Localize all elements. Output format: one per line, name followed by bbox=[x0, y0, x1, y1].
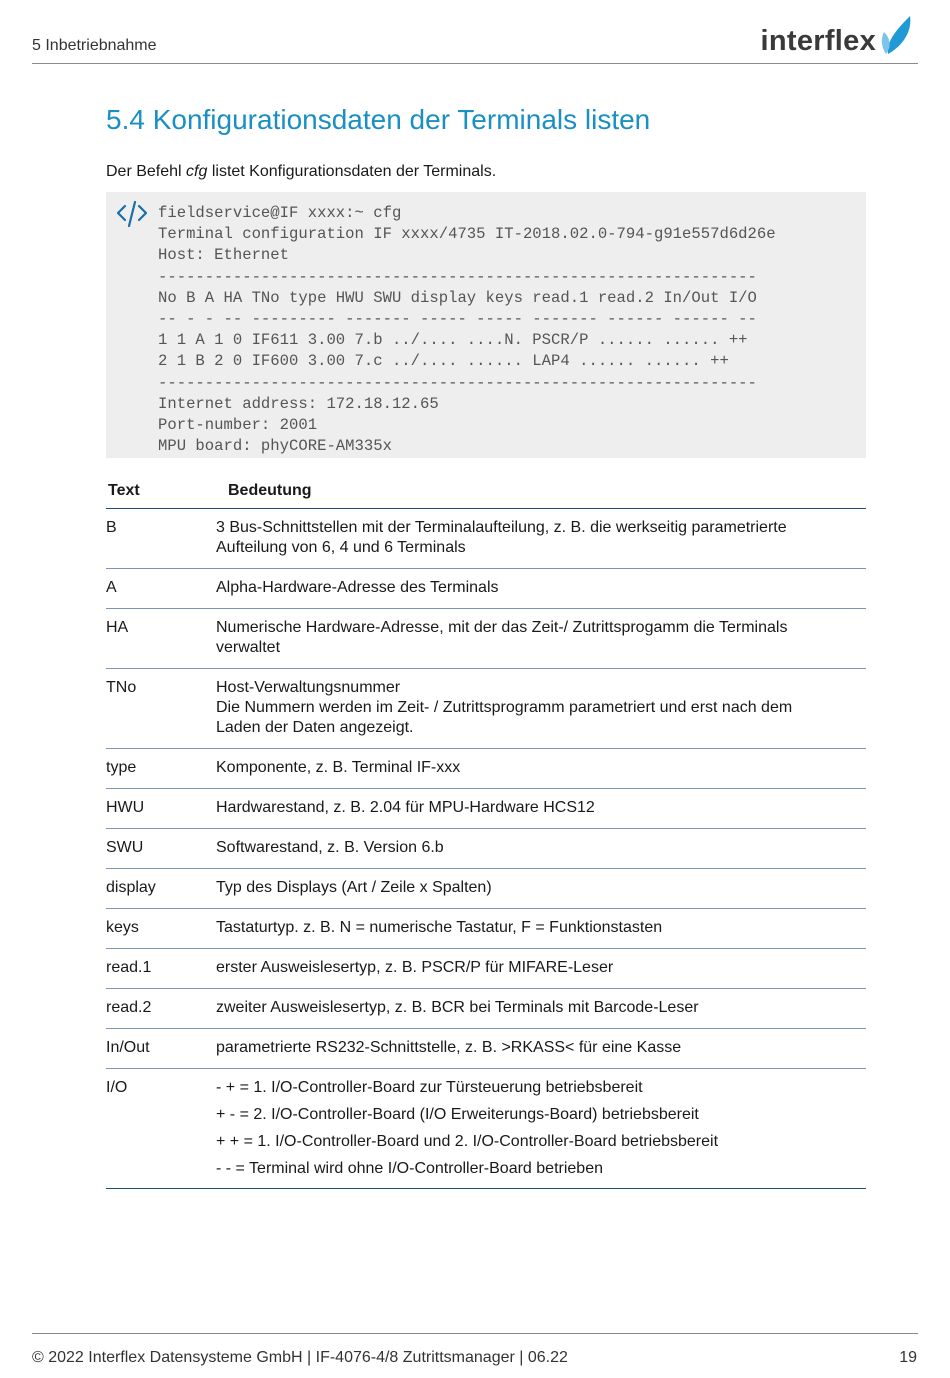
table-row bbox=[106, 829, 866, 869]
header-divider bbox=[32, 63, 918, 64]
row-meaning-cell bbox=[216, 949, 866, 989]
code-line: ---------------------------------------------------------------- bbox=[158, 267, 757, 286]
meaning-line: Softwarestand, z. B. Version 6.b bbox=[216, 839, 444, 856]
table-row bbox=[106, 749, 866, 789]
table-row bbox=[106, 789, 866, 829]
row-meaning-cell bbox=[216, 909, 866, 949]
meaning-line: erster Ausweislesertyp, z. B. PSCR/P für MIFARE-Leser bbox=[216, 959, 614, 976]
row-text-cell: B bbox=[106, 509, 216, 569]
page-number: 19 bbox=[899, 1349, 917, 1366]
table-row bbox=[106, 1029, 866, 1069]
code-line: 2 1 B 2 0 IF600 3.00 7.c ../.... ...... LAP4 ...... ...... ++ bbox=[158, 352, 729, 371]
row-text-cell: SWU bbox=[106, 829, 216, 869]
meaning-line: parametrierte RS232-Schnittstelle, z. B. >RKASS< für eine Kasse bbox=[216, 1039, 682, 1056]
row-meaning-cell bbox=[216, 829, 866, 869]
column-header-text: Text bbox=[106, 478, 216, 509]
code-line: Internet address: 172.18.12.65 bbox=[158, 394, 439, 413]
section-heading: 5.4 Konfigurationsdaten der Terminals listen bbox=[106, 104, 651, 135]
table-row bbox=[106, 949, 866, 989]
meaning-line: Tastaturtyp. z. B. N = numerische Tastatur, F = Funktionstasten bbox=[216, 919, 663, 936]
meaning-line: zweiter Ausweislesertyp, z. B. BCR bei Terminals mit Barcode-Leser bbox=[216, 999, 699, 1016]
row-meaning-cell bbox=[216, 669, 866, 749]
row-text-cell: type bbox=[106, 749, 216, 789]
table-row bbox=[106, 609, 866, 669]
footer-copyright: © 2022 Interflex Datensysteme GmbH | IF-4076-4/8 Zutrittsmanager | 06.22 bbox=[32, 1349, 568, 1366]
code-line: No B A HA TNo type HWU SWU display keys read.1 read.2 In/Out I/O bbox=[158, 288, 757, 307]
meaning-line: 3 Bus-Schnittstellen mit der Terminalaufteilung, z. B. die werkseitig parametrierte bbox=[216, 519, 787, 536]
meaning-line: Hardwarestand, z. B. 2.04 für MPU-Hardware HCS12 bbox=[216, 799, 595, 816]
interflex-logo bbox=[760, 14, 914, 56]
meaning-line: Numerische Hardware-Adresse, mit der das Zeit-/ Zutrittsprogamm die Terminals bbox=[216, 619, 788, 636]
table-header-row bbox=[106, 478, 866, 509]
code-line: MPU board: phyCORE-AM335x bbox=[158, 437, 392, 456]
row-meaning-cell bbox=[216, 1029, 866, 1069]
meaning-line: + + = 1. I/O-Controller-Board und 2. I/O-Controller-Board betriebsbereit bbox=[216, 1133, 719, 1150]
intro-paragraph bbox=[106, 163, 496, 181]
row-text-cell: HWU bbox=[106, 789, 216, 829]
meaning-line: + - = 2. I/O-Controller-Board (I/O Erweiterungs-Board) betriebsbereit bbox=[216, 1106, 699, 1123]
row-text-cell: A bbox=[106, 569, 216, 609]
table-row bbox=[106, 509, 866, 569]
meaning-line: Die Nummern werden im Zeit- / Zutrittsprogramm parametriert und erst nach dem bbox=[216, 699, 793, 716]
code-line: 1 1 A 1 0 IF611 3.00 7.b ../.... ....N. PSCR/P ...... ...... ++ bbox=[158, 331, 748, 350]
row-meaning-cell bbox=[216, 609, 866, 669]
row-text-cell: display bbox=[106, 869, 216, 909]
row-text-cell: read.1 bbox=[106, 949, 216, 989]
code-icon bbox=[116, 200, 148, 228]
code-text bbox=[158, 203, 776, 457]
row-text-cell: read.2 bbox=[106, 989, 216, 1029]
table-row bbox=[106, 909, 866, 949]
table-row bbox=[106, 869, 866, 909]
meaning-line: verwaltet bbox=[216, 639, 281, 656]
meaning-line: Host-Verwaltungsnummer bbox=[216, 679, 401, 696]
meaning-line: Aufteilung von 6, 4 und 6 Terminals bbox=[216, 539, 466, 556]
row-text-cell: keys bbox=[106, 909, 216, 949]
table-row bbox=[106, 569, 866, 609]
row-meaning-cell bbox=[216, 789, 866, 829]
row-text-cell: HA bbox=[106, 609, 216, 669]
row-text-cell: I/O bbox=[106, 1069, 216, 1189]
meaning-line: Laden der Daten angezeigt. bbox=[216, 719, 414, 736]
code-block bbox=[106, 192, 866, 458]
code-line: Terminal configuration IF xxxx/4735 IT-2018.02.0-794-g91e557d6d26e bbox=[158, 225, 776, 244]
code-line: ---------------------------------------------------------------- bbox=[158, 373, 757, 392]
meaning-line: - + = 1. I/O-Controller-Board zur Türsteuerung betriebsbereit bbox=[216, 1079, 643, 1096]
meaning-line: - - = Terminal wird ohne I/O-Controller-Board betrieben bbox=[216, 1160, 603, 1177]
code-line: fieldservice@IF xxxx:~ cfg bbox=[158, 204, 402, 222]
row-meaning-cell bbox=[216, 569, 866, 609]
code-line: Port-number: 2001 bbox=[158, 416, 318, 435]
row-meaning-cell bbox=[216, 509, 866, 569]
logo-text: interflex bbox=[760, 25, 876, 57]
intro-command: cfg bbox=[186, 163, 208, 180]
table-row bbox=[106, 1069, 866, 1189]
row-meaning-cell bbox=[216, 1069, 866, 1189]
column-header-meaning: Bedeutung bbox=[216, 478, 866, 509]
logo-butterfly-icon bbox=[880, 14, 914, 56]
row-meaning-cell bbox=[216, 989, 866, 1029]
intro-text-before: Der Befehl bbox=[106, 163, 187, 180]
row-meaning-cell bbox=[216, 749, 866, 789]
meaning-line: Typ des Displays (Art / Zeile x Spalten) bbox=[216, 879, 492, 896]
meaning-line: Alpha-Hardware-Adresse des Terminals bbox=[216, 579, 499, 596]
row-text-cell: TNo bbox=[106, 669, 216, 749]
row-text-cell: In/Out bbox=[106, 1029, 216, 1069]
config-field-table bbox=[106, 478, 866, 1189]
row-meaning-cell bbox=[216, 869, 866, 909]
table-row bbox=[106, 669, 866, 749]
code-line: Host: Ethernet bbox=[158, 246, 290, 265]
meaning-line: Komponente, z. B. Terminal IF-xxx bbox=[216, 759, 461, 776]
code-line: -- - - -- --------- ------- ----- ----- ------- ------ ------ -- bbox=[158, 310, 757, 329]
header-section-title: 5 Inbetriebnahme bbox=[32, 37, 157, 54]
intro-text-after: listet Konfigurationsdaten der Terminals. bbox=[207, 163, 497, 180]
footer-divider bbox=[32, 1333, 918, 1334]
table-row bbox=[106, 989, 866, 1029]
